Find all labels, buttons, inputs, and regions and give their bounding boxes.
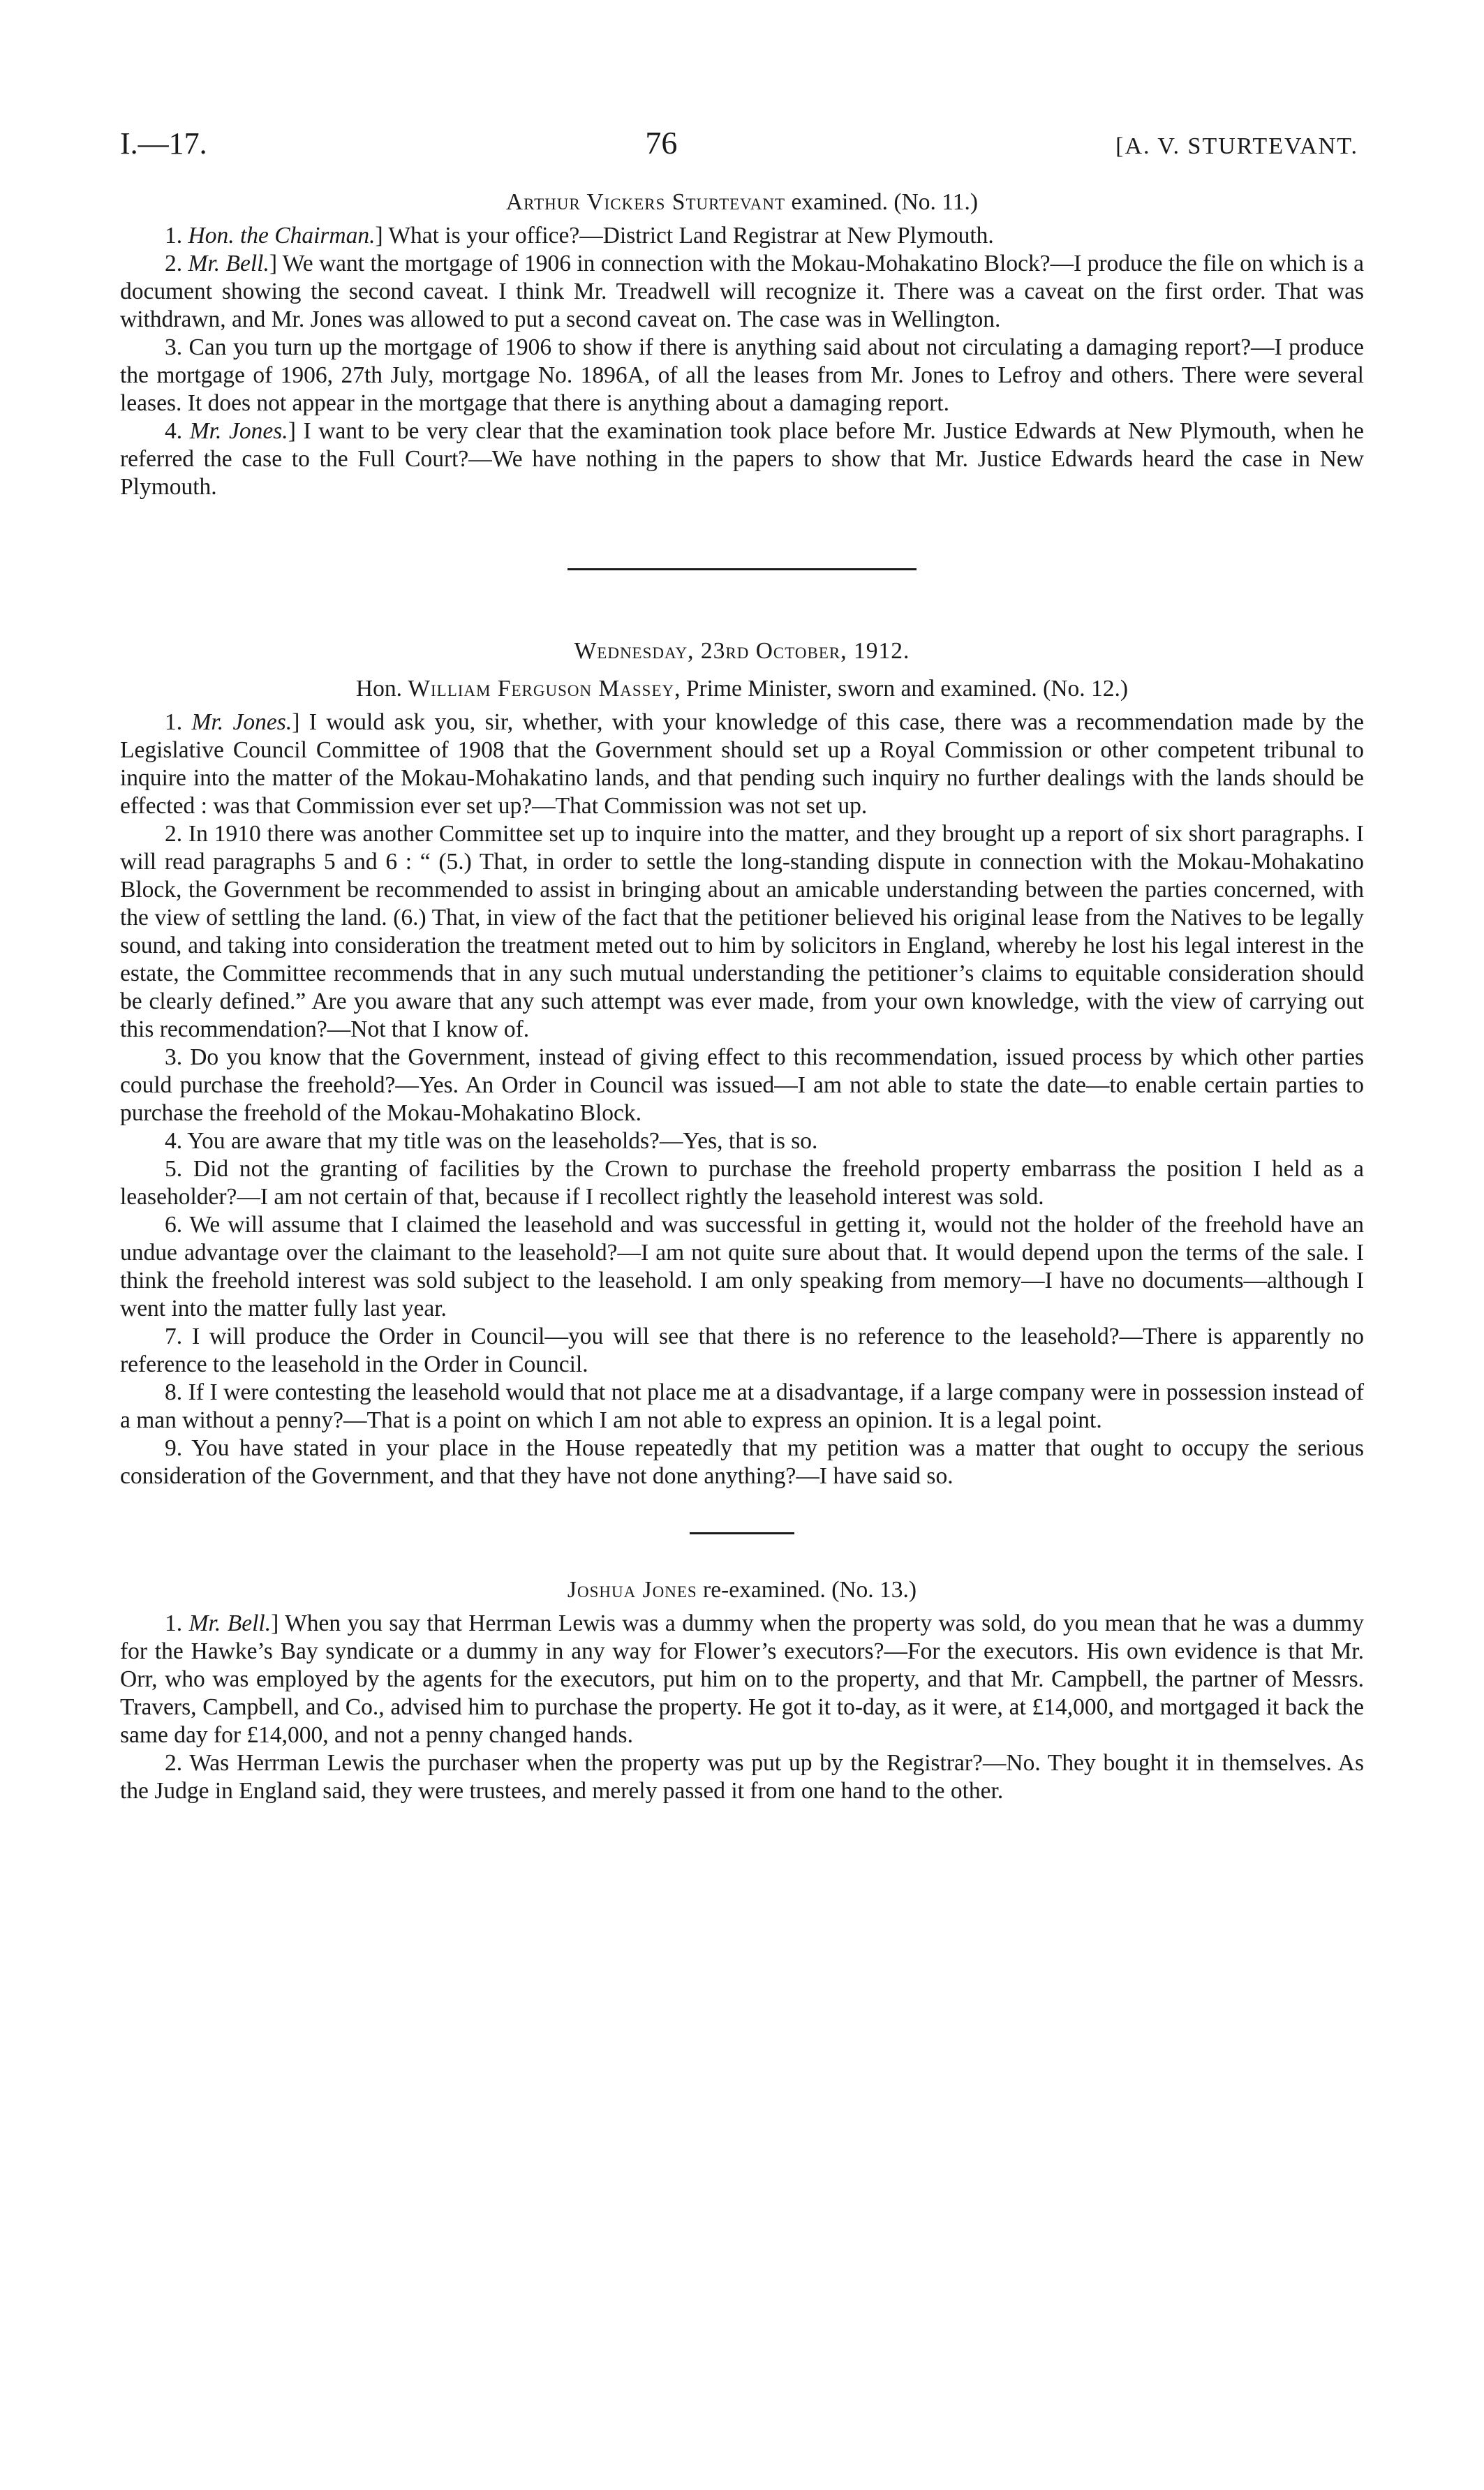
question-number: 4. — [165, 1128, 183, 1154]
question-paragraph — [120, 417, 1364, 501]
question-paragraph — [120, 709, 1364, 820]
question-number: 3. — [165, 334, 183, 360]
question-text: In 1910 there was another Committee set up to inquire into the matter, and they brought up a report of six short paragraphs. I will read paragraphs 5 and 6 : “ (5.) That, in order to settle the long-standing dispute in connection with the Mokau-Mohakatino Block, the Government be recommended to assist in bringing about an amicable understanding between the parties concerned, with the view of settling the land. (6.) That, in view of the fact that the petitioner believed his original lease from the Natives to be legally sound, and taking into consideration the treatment meted out to him by solicitors in England, whereby he lost his legal interest in the estate, the Committee recommends that in any such mutual understanding the petitioner’s claims to equitable consideration should be clearly defined.” Are you aware that any such attempt was ever made, from your own knowledge, with the view of carrying out this recommendation?—Not that I know of. — [120, 821, 1364, 1042]
question-text: ] I would ask you, sir, whether, with your knowledge of this case, there was a recommendation made by the Legislative Council Committee of 1908 that the Government should set up a Royal Commission or other competent tribunal to inquire into the matter of the Mokau-Mohakatino lands, and that pending such inquiry no further dealings with the lands should be effected : was that Commission ever set up?—That Commission was not set up. — [120, 709, 1364, 819]
witness-reference: [A. V. STURTEVANT. — [1115, 133, 1358, 159]
question-paragraph — [120, 222, 1364, 250]
section-divider — [690, 1532, 794, 1534]
question-list — [120, 1610, 1364, 1805]
speaker: Hon. the Chairman. — [188, 223, 376, 249]
question-text: Did not the granting of facilities by the Crown to purchase the freehold property embarrass the position I held as a leaseholder?—I am not certain of that, because if I recollect rightly the leasehold interest was sold. — [120, 1156, 1365, 1210]
heading-prefix: Hon. — [355, 676, 408, 702]
speaker: Mr. Jones. — [189, 418, 288, 444]
heading-rest: , Prime Minister, sworn and examined. (No. 12.) — [674, 676, 1129, 702]
question-list — [120, 709, 1364, 1490]
witness-name: Arthur Vickers Sturtevant — [505, 189, 786, 215]
question-paragraph — [120, 334, 1364, 417]
page-number: 76 — [645, 125, 678, 161]
question-paragraph — [120, 1610, 1364, 1749]
speaker: Mr. Bell. — [188, 251, 269, 276]
heading-rest: examined. (No. 11.) — [785, 189, 979, 215]
question-paragraph — [120, 1435, 1364, 1490]
question-text: Was Herrman Lewis the purchaser when the property was put up by the Registrar?—No. They bought it in themselves. As the Judge in England said, they were trustees, and merely passed it from one hand to the other. — [120, 1750, 1364, 1804]
question-text: ] What is your office?—District Land Registrar at New Plymouth. — [375, 223, 994, 249]
question-number: 1. — [165, 1610, 183, 1636]
question-paragraph — [120, 250, 1364, 334]
speaker: Mr. Jones. — [191, 709, 292, 735]
question-text: ] When you say that Herrman Lewis was a dummy when the property was sold, do you mean that he was a dummy for the Hawke’s Bay syndicate or a dummy in any way for Flower’s executors?—For the executors. His own evidence is that Mr. Orr, who was employed by the agents for the executors, put him on to the property, and that Mr. Campbell, the partner of Messrs. Travers, Campbell, and Co., advised him to purchase the property. He got it to-day, as it were, at £14,000, and mortgaged it back the same day for £14,000, and not a penny changed hands. — [120, 1610, 1364, 1748]
question-text: ] I want to be very clear that the examination took place before Mr. Justice Edwards at New Plymouth, when he referred the case to the Full Court?—We have nothing in the papers to show that Mr. Justice Edwards heard the case in New Plymouth. — [120, 418, 1364, 500]
question-paragraph — [120, 1379, 1364, 1435]
question-text: You are aware that my title was on the leaseholds?—Yes, that is so. — [187, 1128, 818, 1154]
question-number: 6. — [165, 1212, 183, 1238]
question-paragraph — [120, 1749, 1364, 1805]
question-paragraph — [120, 1323, 1364, 1379]
question-number: 4. — [165, 418, 183, 444]
question-number: 1. — [165, 223, 183, 249]
question-paragraph — [120, 1044, 1364, 1127]
question-number: 2. — [165, 1750, 183, 1776]
running-header — [120, 124, 1358, 161]
witness-name: Joshua Jones — [567, 1577, 697, 1603]
section-heading — [120, 1576, 1364, 1604]
question-paragraph — [120, 820, 1364, 1044]
question-text: ] We want the mortgage of 1906 in connection with the Mokau-Mohakatino Block?—I produce the file on which is a document showing the second caveat. I think Mr. Treadwell will recognize it. There was a caveat on the first order. That was withdrawn, and Mr. Jones was allowed to put a second caveat on. The case was in Wellington. — [120, 251, 1364, 332]
question-text: I will produce the Order in Council—you will see that there is no reference to the leasehold?—There is apparently no reference to the leasehold in the Order in Council. — [120, 1324, 1364, 1377]
question-paragraph — [120, 1155, 1364, 1211]
question-number: 1. — [165, 709, 183, 735]
question-text: If I were contesting the leasehold would that not place me at a disadvantage, if a large company were in possession instead of a man without a penny?—That is a point on which I am not able to express an opinion. It is a legal point. — [120, 1379, 1364, 1433]
section-heading — [120, 675, 1364, 703]
section-divider — [567, 568, 917, 570]
question-number: 7. — [165, 1324, 183, 1349]
question-list — [120, 222, 1364, 501]
question-number: 8. — [165, 1379, 183, 1405]
date-line: Wednesday, 23rd October, 1912. — [574, 638, 910, 664]
question-text: You have stated in your place in the House repeatedly that my petition was a matter that ought to occupy the serious consideration of the Government, and that they have not done anything?—I have said so. — [120, 1435, 1365, 1489]
question-paragraph — [120, 1211, 1364, 1323]
question-number: 2. — [165, 251, 183, 276]
question-number: 9. — [165, 1435, 183, 1461]
question-number: 3. — [165, 1044, 183, 1070]
question-number: 2. — [165, 821, 183, 847]
question-text: We will assume that I claimed the leasehold and was successful in getting it, would not the holder of the freehold have an undue advantage over the claimant to the leasehold?—I am not quite sure about that. It would depend upon the terms of the sale. I think the freehold interest was sold subject to the leasehold. I am only speaking from memory—I have no documents—although I went into the matter fully last year. — [120, 1212, 1364, 1321]
document-body — [120, 188, 1364, 1805]
question-text: Can you turn up the mortgage of 1906 to show if there is anything said about not circulating a damaging report?—I produce the mortgage of 1906, 27th July, mortgage No. 1896A, of all the leases from Mr. Jones to Lefroy and others. There were several leases. It does not appear in the mortgage that there is anything about a damaging report. — [120, 334, 1364, 416]
witness-name: William Ferguson Massey — [408, 676, 675, 702]
section-heading — [120, 188, 1364, 216]
question-text: Do you know that the Government, instead of giving effect to this recommendation, issued process by which other parties could purchase the freehold?—Yes. An Order in Council was issued—I am not able to state the date—to enable certain parties to purchase the freehold of the Mokau-Mohakatino Block. — [120, 1044, 1365, 1126]
question-number: 5. — [165, 1156, 183, 1182]
question-paragraph — [120, 1127, 1364, 1155]
speaker: Mr. Bell. — [188, 1610, 272, 1636]
paper-reference: I.—17. — [120, 126, 207, 161]
heading-rest: re-examined. (No. 13.) — [697, 1577, 917, 1603]
